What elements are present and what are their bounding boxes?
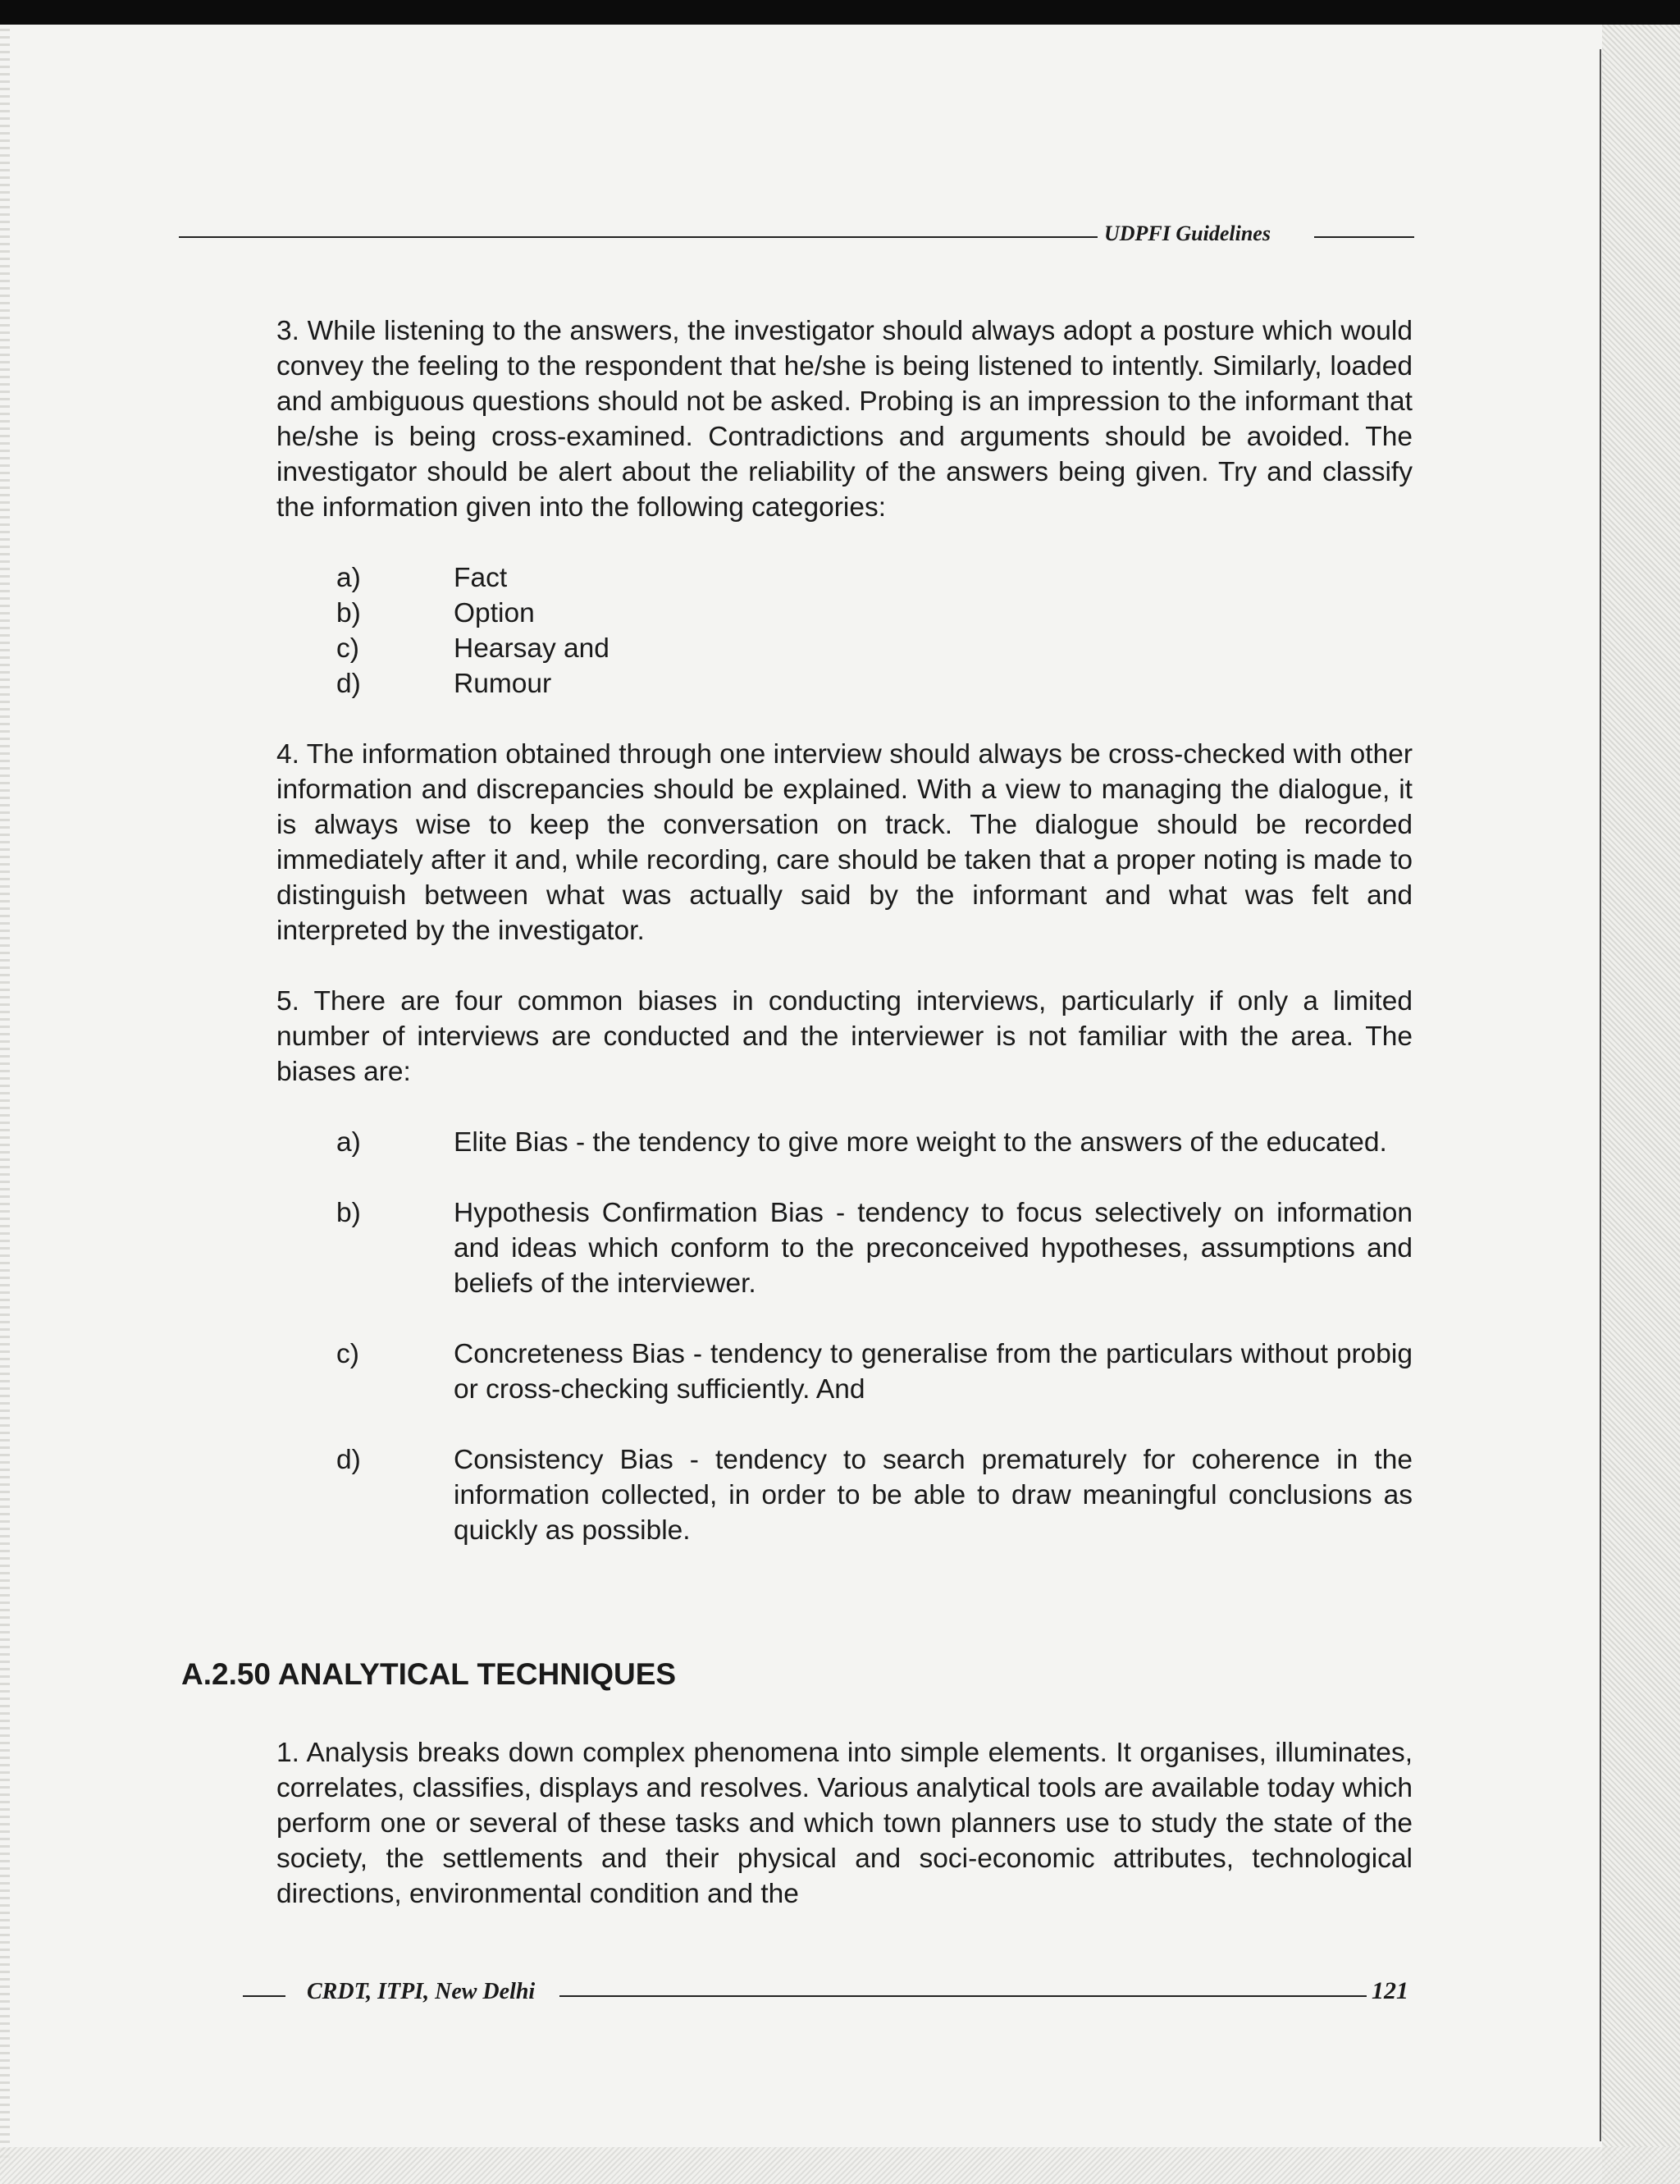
list-item [276, 1336, 1413, 1407]
footer-rule-right [559, 1995, 1367, 1997]
biases-list [276, 1125, 1413, 1548]
categories-list [276, 560, 1413, 701]
scan-right-edge [1602, 25, 1680, 2184]
paragraph-4: 4. The information obtained through one interview should always be cross-checked with other information and discrepancies should be explained. With a view to managing the dialogue, it is always wise to keep the conversation on track. The dialogue should be recorded immediately after it and, while recording, care should be taken that a proper noting is made to distinguish between what was actually said by the informant and what was felt and interpreted by the investigator. [276, 739, 1413, 946]
list-item-text: Rumour [454, 669, 552, 699]
list-item [276, 1442, 1413, 1548]
list-item-text: Option [454, 598, 535, 628]
list-item [276, 560, 1413, 596]
list-marker: c) [336, 633, 359, 664]
list-item [276, 1195, 1413, 1301]
list-item-text: Hypothesis Confirmation Bias - tendency to focus selectively on information and ideas which conform to the preconceived hypotheses, assumptions and beliefs of the interviewer. [454, 1198, 1413, 1299]
paragraph-3: 3. While listening to the answers, the investigator should always adopt a posture which would convey the feeling to the respondent that he/she is being listened to intently. Similarly, loaded and ambiguous questions should not be asked. Probing is an impression to the informant that he/she is being cross-examined. Contradictions and arguments should be avoided. The investigator should be alert about the reliability of the answers being given. Try and classify the information given into the following categories: [276, 316, 1413, 523]
scan-top-border [0, 0, 1680, 25]
page-number: 121 [1372, 1977, 1408, 2004]
page-edge-line [1600, 49, 1601, 2141]
footer-rule-left [243, 1995, 285, 1997]
scan-left-edge [0, 25, 10, 2158]
section-paragraph-1: 1. Analysis breaks down complex phenomena into simple elements. It organises, illuminates, correlates, classifies, displays and resolves. Various analytical tools are available today which perform one or several of these tasks and which town planners use to study the state of the society, the settlements and their physical and soci-economic attributes, technological directions, environmental condition and the [276, 1738, 1413, 1909]
list-item-text: Fact [454, 563, 508, 593]
list-item-text: Consistency Bias - tendency to search prematurely for coherence in the information collected, in order to be able to draw meaningful conclusions as quickly as possible. [454, 1445, 1413, 1546]
list-item [276, 666, 1413, 701]
list-item [276, 1125, 1413, 1160]
list-marker: c) [336, 1339, 359, 1369]
paragraph-5: 5. There are four common biases in conducting interviews, particularly if only a limited number of interviews are conducted and the interviewer is not familiar with the area. The biases are: [276, 986, 1413, 1087]
header-rule-left [179, 236, 1098, 238]
main-content [276, 313, 1413, 1583]
list-item [276, 631, 1413, 666]
list-marker: b) [336, 598, 361, 628]
footer-publisher: CRDT, ITPI, New Delhi [307, 1979, 536, 2004]
running-header [179, 220, 1414, 253]
list-item-text: Concreteness Bias - tendency to generalise from the particulars without probig or cross-checking sufficiently. And [454, 1339, 1413, 1405]
scan-bottom-edge [0, 2147, 1680, 2184]
list-marker: a) [336, 563, 361, 593]
header-rule-right [1314, 236, 1414, 238]
running-title: UDPFI Guidelines [1104, 222, 1271, 245]
list-marker: a) [336, 1127, 361, 1158]
section-heading: A.2.50 ANALYTICAL TECHNIQUES [181, 1657, 677, 1691]
list-item-text: Hearsay and [454, 633, 609, 664]
list-marker: b) [336, 1198, 361, 1228]
list-marker: d) [336, 669, 361, 699]
running-footer [243, 1977, 1416, 2010]
list-item [276, 596, 1413, 631]
list-item-text: Elite Bias - the tendency to give more weight to the answers of the educated. [454, 1127, 1387, 1158]
list-marker: d) [336, 1445, 361, 1475]
